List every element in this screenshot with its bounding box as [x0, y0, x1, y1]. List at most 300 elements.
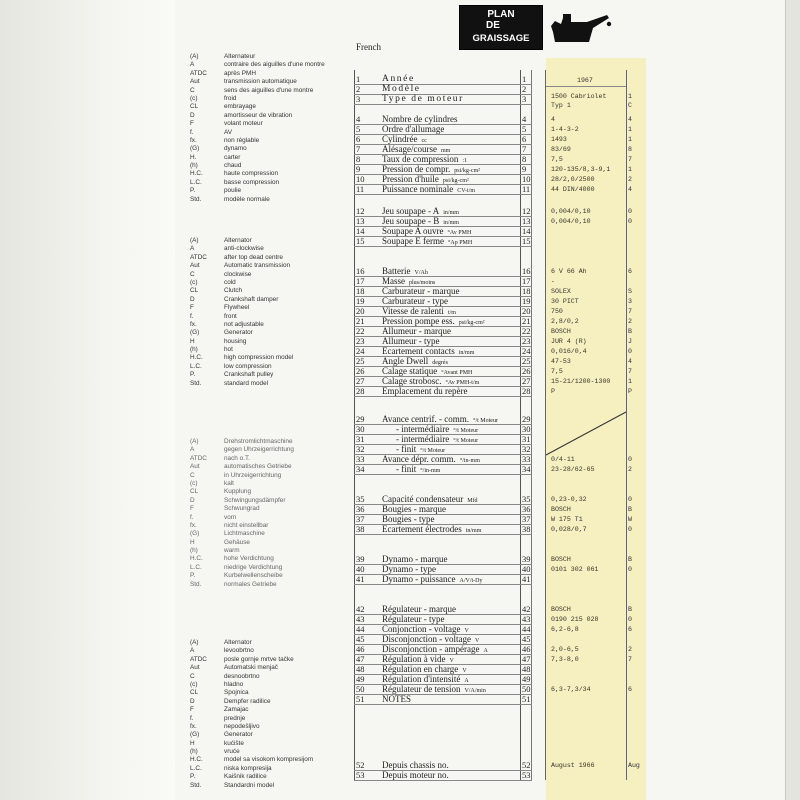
legend-value: nach o.T. — [224, 454, 250, 462]
row-label — [382, 286, 459, 296]
legend-key: P. — [190, 371, 196, 379]
row-label-text: Ecartement électrodes — [382, 524, 462, 534]
row-unit: psi/kg-cm² — [442, 178, 469, 184]
legend-key: (A) — [190, 438, 199, 445]
legend-entry — [190, 438, 294, 446]
row-label-text: Jeu soupape - A — [382, 206, 440, 216]
oil-can-icon — [545, 12, 615, 48]
row-number: 29 — [356, 414, 365, 424]
row-number-right: 37 — [522, 514, 531, 524]
row-label-text: - finit — [396, 464, 417, 474]
legend-key: Aut — [190, 262, 200, 270]
row-unit: A — [483, 648, 488, 654]
legend-value: housing — [224, 337, 247, 345]
row-label-text: Avance dépr. comm. — [382, 454, 456, 464]
row-number-right: 34 — [522, 464, 531, 474]
row-label-text: Avance centrif. - comm. — [382, 414, 470, 424]
row-value-next-column: 7 — [628, 656, 632, 663]
row-number: 33 — [356, 454, 365, 464]
logo-line-3: GRAISSAGE — [472, 33, 530, 44]
legend-value: gegen Uhrzeigerrichtung — [224, 446, 294, 454]
row-number-right: 30 — [522, 424, 531, 434]
legend-value: Zamajac — [224, 706, 249, 714]
legend-entry — [190, 304, 293, 312]
row-label-text: Batterie — [382, 266, 411, 276]
header-col2-model: 1 — [628, 93, 632, 100]
row-label-text: - intermédiaire — [396, 424, 450, 434]
legend-value: amortisseur de vibration — [224, 111, 293, 119]
row-value: 7,3-8,0 — [551, 656, 579, 663]
legend-key: Aut — [190, 463, 200, 471]
row-value-next-column: 8 — [628, 146, 632, 153]
row-label — [382, 514, 435, 524]
row-number-right: 6 — [522, 134, 527, 144]
legend-key: Std. — [190, 580, 202, 588]
row-label-text: Pression pompe ess. — [382, 316, 455, 326]
row-value-next-column: 2 — [628, 176, 632, 183]
row-value: JUR 4 (R) — [551, 338, 587, 345]
legend-key: fx. — [190, 521, 197, 529]
row-rule — [354, 514, 532, 515]
row-number: 2 — [356, 84, 361, 94]
row-value: 15-21/1200-1300 — [551, 378, 611, 385]
legend-german — [190, 438, 294, 589]
legend-entry — [190, 765, 313, 773]
row-value: 47-53 — [551, 358, 571, 365]
row-unit: in/mm — [465, 528, 482, 534]
legend-value: high compression model — [224, 354, 294, 362]
row-number: 4 — [356, 114, 361, 124]
row-label-text: Carburateur - marque — [382, 286, 460, 296]
row-value: 2,8/0,2 — [551, 318, 579, 325]
row-number: 47 — [356, 654, 365, 664]
row-number-right: 23 — [522, 336, 531, 346]
row-unit: in/mm — [458, 350, 475, 356]
legend-value: nepodešljivo — [224, 722, 260, 730]
row-rule — [354, 104, 532, 105]
legend-entry — [190, 555, 294, 563]
legend-entry — [190, 639, 313, 647]
row-unit: °/t Moteur — [453, 438, 479, 444]
legend-key: L.C. — [190, 362, 202, 370]
legend-key: F — [190, 304, 194, 312]
row-number: 11 — [356, 184, 365, 194]
row-unit: °/t Moteur — [453, 428, 479, 434]
legend-key: L.C. — [190, 178, 202, 186]
row-label-text: Depuis moteur no. — [382, 770, 449, 780]
legend-key: C — [190, 270, 195, 278]
row-unit: °Avant PMH — [441, 370, 473, 376]
legend-value: clockwise — [224, 270, 252, 278]
row-value: BOSCH — [551, 606, 571, 613]
row-number: 28 — [356, 386, 365, 396]
legend-key: D — [190, 111, 195, 119]
row-value-next-column: P — [628, 388, 632, 395]
row-value-next-column: B — [628, 606, 632, 613]
row-number-right: 38 — [522, 524, 531, 534]
row-number: 14 — [356, 226, 365, 236]
row-value-next-column: 3 — [628, 298, 632, 305]
row-number: 22 — [356, 326, 365, 336]
legend-key: f. — [190, 312, 194, 320]
row-label-text: Alésage/course — [382, 144, 437, 154]
row-unit: °Ap PMH — [447, 240, 473, 246]
row-label-text: Capacité condensateur — [382, 494, 464, 504]
legend-value: Automatic transmission — [224, 262, 291, 270]
legend-entry — [190, 112, 325, 120]
row-number: 36 — [356, 504, 365, 514]
legend-key: C — [190, 86, 195, 94]
row-number-right: 53 — [522, 770, 531, 780]
row-label — [382, 574, 482, 586]
legend-key: Std. — [190, 781, 202, 789]
row-value-next-column: 7 — [628, 156, 632, 163]
row-value: 0,004/0,10 — [551, 218, 591, 225]
row-unit: psi/kg-cm² — [454, 168, 481, 174]
legend-key: f. — [190, 714, 194, 722]
row-number-right: 24 — [522, 346, 531, 356]
row-value-next-column: 0 — [628, 526, 632, 533]
legend-entry — [190, 162, 325, 170]
legend-value: non réglable — [224, 136, 260, 144]
legend-value: hladno — [224, 680, 244, 688]
legend-value: model sa visokom kompresijom — [224, 756, 314, 764]
legend-value: chaud — [224, 162, 242, 170]
row-label-text: Calage strobosc. — [382, 376, 442, 386]
legend-key: CL — [190, 287, 199, 295]
row-value-next-column: B — [628, 328, 632, 335]
row-number-right: 27 — [522, 376, 531, 386]
row-unit: °/t Moteur — [420, 448, 446, 454]
row-label — [382, 184, 475, 196]
row-number-right: 7 — [522, 144, 527, 154]
legend-value: Spojnica — [224, 689, 249, 697]
legend-entry — [190, 547, 294, 555]
row-rule — [354, 564, 532, 565]
row-rule — [354, 336, 532, 337]
logo-line-1: PLAN — [487, 9, 515, 20]
legend-key: (A) — [190, 237, 199, 244]
legend-entry — [190, 581, 294, 589]
row-number-right: 52 — [522, 760, 531, 770]
row-number-right: 3 — [522, 94, 527, 104]
row-number-right: 16 — [522, 266, 531, 276]
legend-entry — [190, 70, 325, 78]
legend-key: fx. — [190, 136, 197, 144]
row-number-right: 1 — [522, 74, 527, 84]
row-label — [382, 296, 448, 306]
legend-value: après PMH — [224, 69, 256, 77]
row-unit: CV-t/m — [457, 188, 476, 194]
legend-value: Alternator — [224, 237, 252, 244]
row-label-text: Calage statique — [382, 366, 438, 376]
row-number: 39 — [356, 554, 365, 564]
row-unit: V — [462, 668, 467, 674]
legend-value: niedrige Verdichtung — [224, 563, 283, 571]
row-value: 6 V 66 Ah — [551, 268, 587, 275]
row-value-next-column: 0 — [628, 616, 632, 623]
legend-entry — [190, 656, 313, 664]
row-number-right: 9 — [522, 164, 527, 174]
legend-entry — [190, 773, 313, 781]
row-label-text: Type de moteur — [382, 94, 464, 104]
row-unit: V/A/min — [464, 688, 486, 694]
row-number-right: 33 — [522, 454, 531, 464]
row-value: 7,5 — [551, 156, 563, 163]
legend-key: fx. — [190, 722, 197, 730]
row-number-right: 15 — [522, 236, 531, 246]
legend-key: f. — [190, 128, 194, 136]
row-number: 5 — [356, 124, 361, 134]
legend-value: low compression — [224, 362, 272, 370]
logo-line-2: DE — [486, 20, 500, 31]
legend-value: modèle normale — [224, 195, 270, 203]
legend-value: kalt — [224, 479, 234, 487]
plan-de-graissage-logo — [459, 5, 543, 50]
row-label-text: Masse — [382, 276, 405, 286]
legend-value: dynamo — [224, 145, 247, 153]
header-model-line2: Typ 1 — [551, 102, 571, 109]
legend-entry — [190, 103, 325, 111]
legend-entry — [190, 782, 313, 790]
row-number: 31 — [356, 434, 365, 444]
row-unit: A/V/t-Dy — [459, 578, 483, 584]
legend-value: warm — [224, 547, 240, 555]
row-value-next-column: 0 — [628, 496, 632, 503]
row-label-text: NOTES — [382, 694, 411, 704]
row-label — [382, 554, 447, 564]
legend-entry — [190, 463, 294, 471]
row-number: 8 — [356, 154, 361, 164]
legend-value: hot — [224, 346, 233, 354]
row-number: 50 — [356, 684, 365, 694]
row-value-next-column: 4 — [628, 186, 632, 193]
legend-key: C — [190, 471, 195, 479]
header-year: 1967 — [577, 77, 593, 84]
legend-value: Crankshaft pulley — [224, 371, 274, 379]
legend-key: H.C. — [190, 555, 203, 563]
legend-entry — [190, 170, 325, 178]
row-value: BOSCH — [551, 328, 571, 335]
row-number-right: 44 — [522, 624, 531, 634]
row-number-right: 35 — [522, 494, 531, 504]
row-number: 7 — [356, 144, 361, 154]
legend-value: vorn — [224, 513, 237, 521]
header-col2-model2: C — [628, 102, 632, 109]
row-number-right: 28 — [522, 386, 531, 396]
row-number: 42 — [356, 604, 365, 614]
row-rule — [354, 704, 532, 705]
row-number-right: 46 — [522, 644, 531, 654]
legend-key: Aut — [190, 664, 200, 672]
legend-key: A — [190, 446, 195, 454]
row-number: 38 — [356, 524, 365, 534]
legend-key: (h) — [190, 162, 198, 170]
row-number-right: 41 — [522, 574, 531, 584]
row-label-text: - intermédiaire — [396, 434, 450, 444]
legend-value: haute compression — [224, 170, 278, 178]
row-number-right: 18 — [522, 286, 531, 296]
legend-key: ATDC — [190, 655, 207, 663]
legend-entry — [190, 748, 313, 756]
row-number-right: 45 — [522, 634, 531, 644]
row-value-next-column: 2 — [628, 318, 632, 325]
row-value: 0/4-11 — [551, 456, 575, 463]
legend-value: kućište — [224, 739, 244, 747]
row-number: 40 — [356, 564, 365, 574]
legend-key: A — [190, 61, 195, 69]
row-label-text: Dynamo - marque — [382, 554, 448, 564]
row-number: 9 — [356, 164, 361, 174]
legend-entry — [190, 254, 293, 262]
legend-entry — [190, 179, 325, 187]
legend-key: ATDC — [190, 69, 207, 77]
row-value: BOSCH — [551, 556, 571, 563]
legend-entry — [190, 78, 325, 86]
legend-entry — [190, 145, 325, 153]
row-number: 25 — [356, 356, 365, 366]
legend-key: P. — [190, 773, 196, 781]
row-value: 0,23-0,32 — [551, 496, 587, 503]
legend-key: L.C. — [190, 764, 202, 772]
row-label-text: Angle Dwell — [382, 356, 429, 366]
row-value: 1493 — [551, 136, 567, 143]
row-number-right: 19 — [522, 296, 531, 306]
row-label-text: - finit — [396, 444, 417, 454]
row-label-text: Cylindrée — [382, 134, 418, 144]
legend-entry — [190, 187, 325, 195]
row-label-text: Allumeur - type — [382, 336, 440, 346]
legend-key: A — [190, 245, 195, 253]
legend-entry — [190, 698, 313, 706]
row-value-next-column: 1 — [628, 166, 632, 173]
row-value: 83/69 — [551, 146, 571, 153]
legend-value: cold — [224, 278, 236, 286]
legend-entry — [190, 539, 294, 547]
row-label-text: Modèle — [382, 84, 421, 94]
row-label — [382, 760, 449, 770]
row-value: 7,5 — [551, 368, 563, 375]
row-number: 15 — [356, 236, 365, 246]
legend-value: Kupplung — [224, 488, 252, 496]
row-number: 18 — [356, 286, 365, 296]
legend-value: volant moteur — [224, 120, 263, 128]
legend-entry — [190, 731, 313, 739]
legend-entry — [190, 53, 325, 61]
row-value-next-column: 4 — [628, 358, 632, 365]
legend-key: C — [190, 672, 195, 680]
row-value: P — [551, 388, 555, 395]
row-rule — [354, 780, 532, 781]
row-value: 30 PICT — [551, 298, 579, 305]
row-label-text: Régulateur de tension — [382, 684, 461, 694]
legend-entry — [190, 137, 325, 145]
legend-value: Schwungrad — [224, 505, 260, 513]
legend-entry — [190, 371, 293, 379]
legend-key: Aut — [190, 78, 200, 86]
legend-entry — [190, 271, 293, 279]
legend-value: Generator — [224, 329, 253, 337]
legend-entry — [190, 154, 325, 162]
row-number: 49 — [356, 674, 365, 684]
row-value: 0101 302 061 — [551, 566, 599, 573]
row-label — [382, 694, 411, 704]
legend-value: desnoobrtno — [224, 672, 260, 680]
row-value: 750 — [551, 308, 563, 315]
row-label-text: Régulation d'intensité — [382, 674, 461, 684]
legend-entry — [190, 488, 294, 496]
row-number-right: 8 — [522, 154, 527, 164]
header-rule — [546, 86, 626, 87]
row-number: 46 — [356, 644, 365, 654]
legend-value: normales Getriebe — [224, 580, 277, 588]
legend-key: H.C. — [190, 170, 203, 178]
legend-value: levoobrtno — [224, 647, 254, 655]
legend-entry — [190, 530, 294, 538]
legend-entry — [190, 363, 293, 371]
row-label — [382, 236, 472, 248]
legend-key: F — [190, 120, 194, 128]
row-value-next-column: 0 — [628, 348, 632, 355]
row-unit: Mfd — [467, 498, 478, 504]
row-label-text: Pression de compr. — [382, 164, 451, 174]
row-value-next-column: 0 — [628, 208, 632, 215]
legend-value: Dempfer radilice — [224, 697, 271, 705]
row-label-text: Allumeur - marque — [382, 326, 451, 336]
row-value: W 175 T1 — [551, 516, 583, 523]
row-label — [382, 504, 446, 514]
row-number: 19 — [356, 296, 365, 306]
row-number-right: 2 — [522, 84, 527, 94]
row-value-next-column: 0 — [628, 218, 632, 225]
legend-key: (G) — [190, 731, 200, 739]
legend-value: contraire des aiguilles d'une montre — [224, 61, 325, 69]
legend-value: Drehstromlichtmaschine — [224, 438, 293, 445]
row-number-right: 10 — [522, 174, 531, 184]
row-value: 23-28/62-65 — [551, 466, 595, 473]
legend-value: basse compression — [224, 178, 280, 186]
legend-value: Schwingungsdämpfer — [224, 496, 286, 504]
legend-value: Alternator — [224, 639, 252, 646]
row-value-next-column: 1 — [628, 136, 632, 143]
row-number-right: 14 — [522, 226, 531, 236]
row-label-text: Taux de compression — [382, 154, 459, 164]
row-number: 48 — [356, 664, 365, 674]
row-label-text: Soupape E ferme — [382, 236, 444, 246]
legend-value: not adjustable — [224, 320, 264, 328]
row-number-right: 20 — [522, 306, 531, 316]
row-number: 43 — [356, 614, 365, 624]
legend-value: poulie — [224, 187, 242, 195]
legend-entry — [190, 129, 325, 137]
legend-value: froid — [224, 94, 237, 102]
row-number: 16 — [356, 266, 365, 276]
row-value: 4 — [551, 116, 555, 123]
legend-key: D — [190, 295, 195, 303]
row-unit: :1 — [462, 158, 468, 164]
legend-key: A — [190, 647, 195, 655]
row-label-text: Dynamo - type — [382, 564, 436, 574]
row-value: 28/2,0/2500 — [551, 176, 595, 183]
row-label-text: Vitesse de ralenti — [382, 306, 444, 316]
language-label: French — [356, 42, 381, 52]
row-unit: A — [464, 678, 469, 684]
legend-key: CL — [190, 103, 199, 111]
row-label-text: Bougies - marque — [382, 504, 446, 514]
row-label — [382, 614, 444, 624]
row-value-next-column: Aug — [628, 762, 640, 769]
row-number: 52 — [356, 760, 365, 770]
